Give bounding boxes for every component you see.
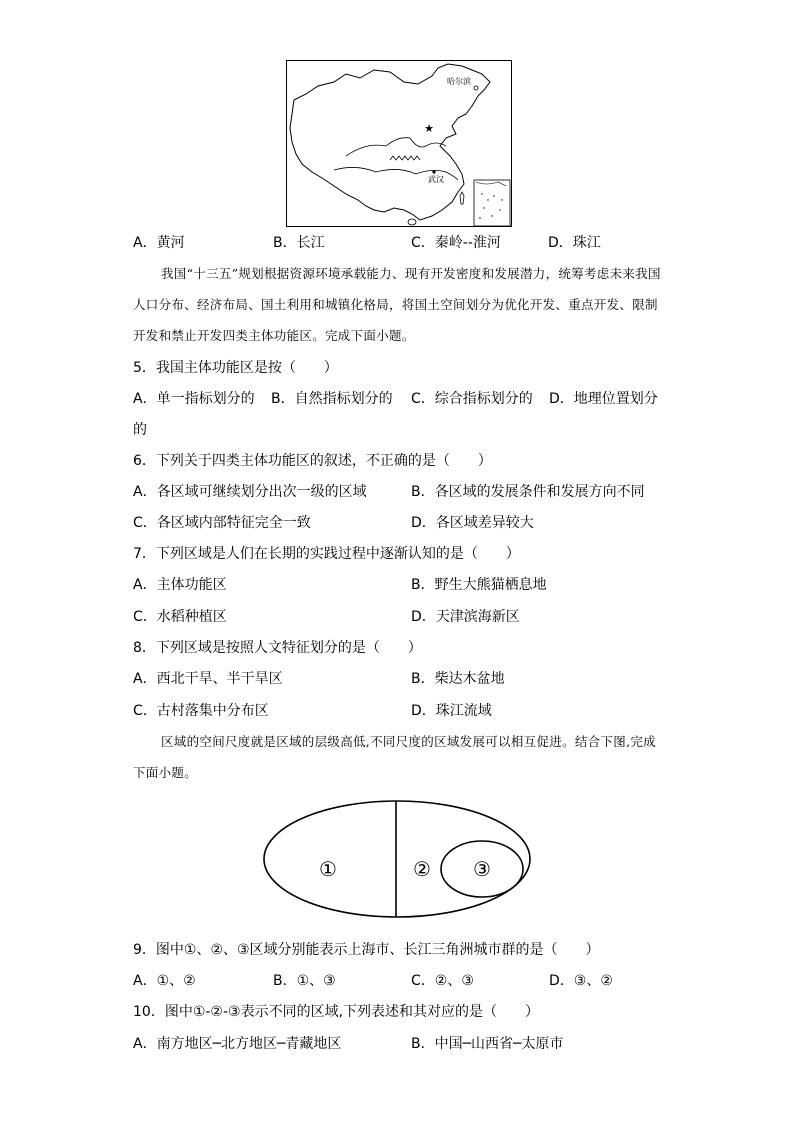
passage-main-function-zones <box>133 258 663 351</box>
china-map-svg <box>286 60 512 227</box>
q7-stem: 7．下列区域是人们在长期的实践过程中逐渐认知的是（ ） <box>133 546 520 562</box>
passage-spatial-scale <box>133 726 663 788</box>
q4-option-b: B．长江 <box>273 235 325 251</box>
q6-option-b: B．各区域的发展条件和发展方向不同 <box>411 484 645 500</box>
q7-option-d: D．天津滨海新区 <box>411 609 520 625</box>
harbin-label: 哈尔滨 <box>447 77 471 86</box>
q8-stem: 8．下列区域是按照人文特征划分的是（ ） <box>133 640 422 656</box>
q10-option-a: A．南方地区─北方地区─青藏地区 <box>133 1036 342 1052</box>
q5-option-b: B．自然指标划分的 <box>271 391 393 407</box>
q5-option-d: D．地理位置划分 <box>549 391 658 407</box>
region-scale-diagram <box>262 800 536 920</box>
q8-option-a: A．西北干旱、半干旱区 <box>133 671 283 687</box>
q6-option-d: D．各区域差异较大 <box>411 515 534 531</box>
wuhan-dot <box>432 170 435 173</box>
region-label-3: ③ <box>473 857 491 881</box>
q9-option-a: A．①、② <box>133 973 196 989</box>
q8-option-c: C．古村落集中分布区 <box>133 703 269 719</box>
q4-option-c: C．秦岭--淮河 <box>411 235 501 251</box>
region-label-1: ① <box>319 857 337 881</box>
q7-option-a: A．主体功能区 <box>133 577 227 593</box>
passage2-text: 区域的空间尺度就是区域的层级高低,不同尺度的区域发展可以相互促进。结合下图,完成下面小题。 <box>133 734 656 780</box>
q9-option-b: B．①、③ <box>273 973 336 989</box>
south-sea-inset <box>474 180 510 226</box>
q5-stem: 5．我国主体功能区是按（ ） <box>133 360 338 376</box>
q9-option-d: D．③、② <box>549 973 613 989</box>
q6-stem: 6．下列关于四类主体功能区的叙述，不正确的是（ ） <box>133 453 492 469</box>
q5-option-d-continued: 的 <box>133 422 147 438</box>
q8-option-b: B．柴达木盆地 <box>411 671 505 687</box>
q6-option-a: A．各区域可继续划分出次一级的区域 <box>133 484 367 500</box>
capital-star: ★ <box>424 122 434 135</box>
passage1-text: 我国“十三五”规划根据资源环境承载能力、现有开发密度和发展潜力，统筹考虑未来我国人口分布、经济布局、国土利用和城镇化格局，将国土空间划分为优化开发、重点开发、限制开发和禁止开发四类主体功能区。完成下面小题。 <box>133 266 661 343</box>
q5-option-c: C．综合指标划分的 <box>411 391 533 407</box>
china-map-figure <box>286 60 512 227</box>
q9-option-c: C．②、③ <box>411 973 474 989</box>
q6-option-c: C．各区域内部特征完全一致 <box>133 515 311 531</box>
q7-option-c: C．水稻种植区 <box>133 609 227 625</box>
q8-option-d: D．珠江流域 <box>411 703 492 719</box>
q4-option-d: D．珠江 <box>548 235 601 251</box>
q4-option-a: A．黄河 <box>133 235 185 251</box>
region-label-2: ② <box>413 857 431 881</box>
q10-option-b: B．中国─山西省─太原市 <box>411 1036 564 1052</box>
q10-stem: 10．图中①-②-③表示不同的区域,下列表述和其对应的是（ ） <box>133 1004 540 1020</box>
q5-option-a: A．单一指标划分的 <box>133 391 255 407</box>
region-diagram-svg <box>262 800 536 920</box>
q9-stem: 9．图中①、②、③区域分别能表示上海市、长江三角洲城市群的是（ ） <box>133 942 600 958</box>
q7-option-b: B．野生大熊猫栖息地 <box>411 577 547 593</box>
wuhan-label: 武汉 <box>428 175 444 184</box>
